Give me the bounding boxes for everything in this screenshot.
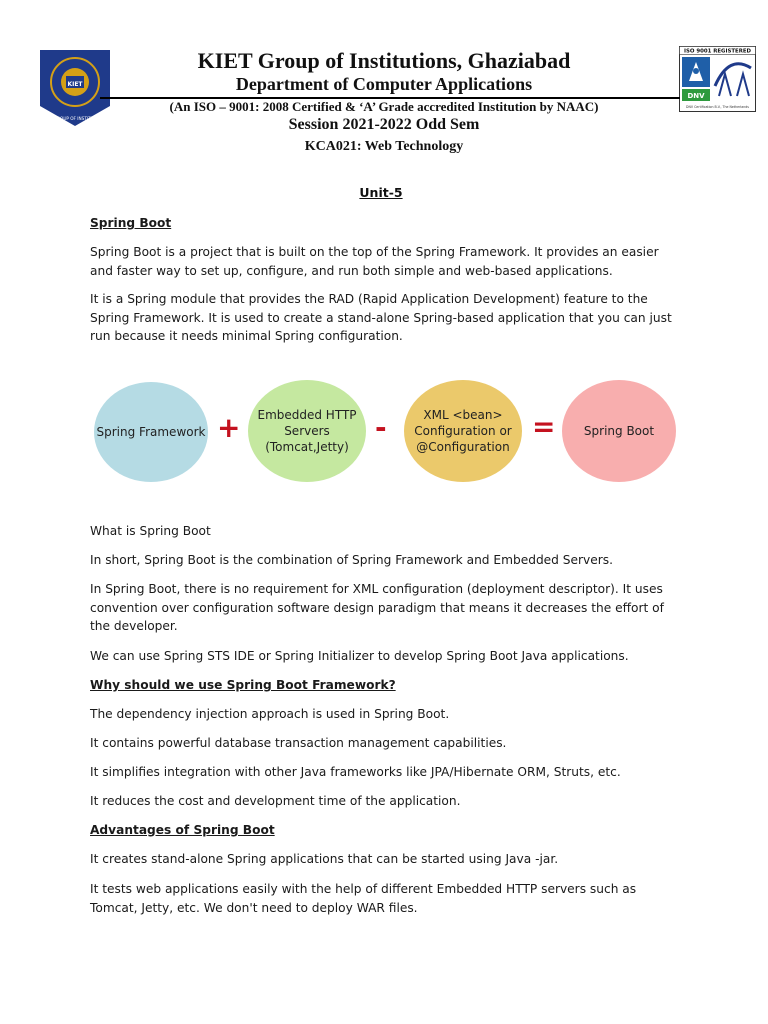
why-item-1: The dependency injection approach is used in Spring Boot. bbox=[90, 707, 450, 721]
minus-sign: - bbox=[375, 411, 387, 444]
spring-boot-heading: Spring Boot bbox=[90, 216, 172, 230]
institution-title: KIET Group of Institutions, Ghaziabad bbox=[197, 48, 571, 73]
equals-sign: = bbox=[532, 410, 556, 443]
iso-registered-text: ISO 9001 REGISTERED bbox=[683, 48, 752, 55]
paragraph-3: In short, Spring Boot is the combination of Spring Framework and Embedded Servers. bbox=[90, 553, 613, 567]
advantage-item-2: It tests web applications easily with the help of different Embedded HTTP servers such as Tomcat, Jetty, etc. We don't need to deploy WAR files. bbox=[90, 882, 637, 915]
xml-configuration-circle: XML <bean> Configuration or @Configuration bbox=[404, 380, 522, 482]
what-is-heading: What is Spring Boot bbox=[90, 524, 211, 538]
accreditation-text: (An ISO – 9001: 2008 Certified & ‘A’ Grade accredited Institution by NAAC) bbox=[169, 99, 599, 114]
spring-boot-circle: Spring Boot bbox=[562, 380, 676, 482]
session-text: Session 2021-2022 Odd Sem bbox=[288, 116, 480, 133]
dnv-certification-text: DNV Certification B.V., The Netherlands bbox=[686, 105, 749, 109]
why-item-2: It contains powerful database transaction management capabilities. bbox=[90, 736, 507, 750]
why-heading: Why should we use Spring Boot Framework? bbox=[90, 678, 396, 692]
why-item-4: It reduces the cost and development time of the application. bbox=[90, 794, 461, 808]
spring-framework-circle: Spring Framework bbox=[94, 382, 208, 482]
paragraph-1: Spring Boot is a project that is built on the top of the Spring Framework. It provides an easier and faster way to set up, configure, and run both simple and web-based applications. bbox=[90, 245, 659, 278]
advantages-heading: Advantages of Spring Boot bbox=[90, 823, 275, 837]
paragraph-4: In Spring Boot, there is no requirement for XML configuration (deployment descriptor). It uses convention over configuration software design paradigm that means it decreases the effort of the developer. bbox=[90, 582, 664, 633]
kiet-emblem-text: KIET bbox=[67, 81, 83, 88]
kiet-logo-text: KIET GROUP OF INSTITUTIONS bbox=[43, 116, 107, 121]
paragraph-5: We can use Spring STS IDE or Spring Initializer to develop Spring Boot Java applications. bbox=[90, 649, 629, 663]
why-item-3: It simplifies integration with other Java frameworks like JPA/Hibernate ORM, Struts, etc. bbox=[90, 765, 621, 779]
paragraph-2: It is a Spring module that provides the RAD (Rapid Application Development) feature to the Spring Framework. It is used to create a stand-alone Spring-based application that you can just run because it needs minimal Spring configuration. bbox=[90, 292, 672, 343]
dnv-text: DNV bbox=[687, 92, 705, 100]
advantage-item-1: It creates stand-alone Spring applications that can be started using Java -jar. bbox=[90, 852, 559, 866]
embedded-servers-circle: Embedded HTTP Servers (Tomcat,Jetty) bbox=[248, 380, 366, 482]
plus-sign: + bbox=[217, 411, 241, 444]
department-title: Department of Computer Applications bbox=[235, 74, 533, 94]
course-title: KCA021: Web Technology bbox=[304, 139, 464, 154]
spring-boot-diagram bbox=[90, 380, 680, 486]
unit-title: Unit-5 bbox=[359, 185, 403, 200]
